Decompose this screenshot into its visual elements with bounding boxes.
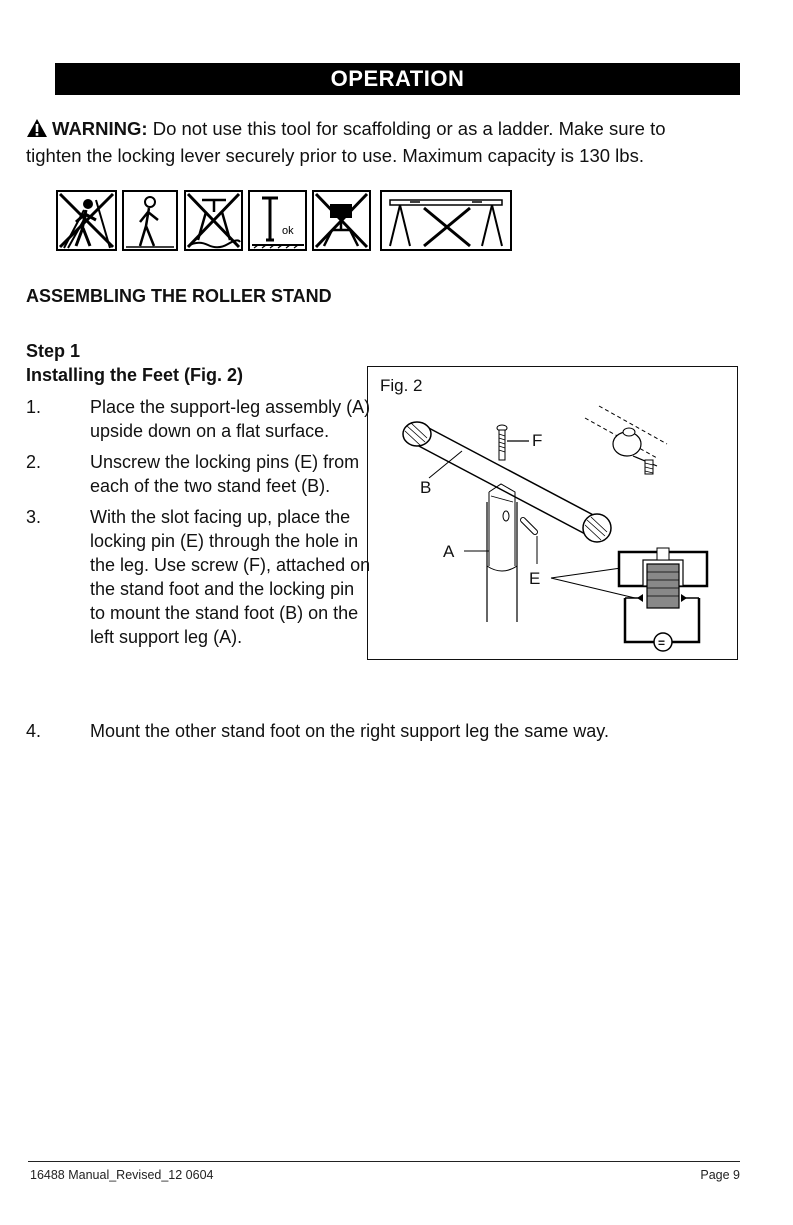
no-overload-icon <box>313 191 370 250</box>
locking-pin-icon <box>523 520 537 564</box>
warning-label: WARNING: <box>52 118 148 139</box>
no-standing-icon <box>57 191 116 250</box>
step-number: 2. <box>26 452 42 472</box>
warning-text-line2: tighten the locking lever securely prior to use. Maximum capacity is 130 lbs. <box>26 145 644 166</box>
step-text: Unscrew the locking pins (E) from each of the two stand feet (B). <box>90 452 360 496</box>
stand-foot-diagram <box>367 366 738 660</box>
support-leg <box>487 484 517 622</box>
step-subtitle: Installing the Feet (Fig. 2) <box>26 365 244 385</box>
stand-foot-bar <box>403 422 611 542</box>
step-number: 1. <box>26 397 42 417</box>
warning-triangle-icon <box>26 118 48 144</box>
step-title: Step 1 <box>26 341 81 361</box>
step-list <box>26 395 371 656</box>
callout-b: B <box>420 478 432 497</box>
callout-f: F <box>532 431 543 450</box>
step-text: Place the support-leg assembly (A) upside down on a flat surface. <box>90 397 371 441</box>
callout-e: E <box>529 569 541 588</box>
footer-divider <box>28 1161 740 1162</box>
flat-surface-ok-icon <box>249 191 306 250</box>
person-icon <box>123 191 177 250</box>
warning-text-line1: Do not use this tool for scaffolding or as a ladder. Make sure to <box>147 118 666 139</box>
list-item <box>26 450 371 498</box>
step-number: 4. <box>26 721 42 741</box>
screw-icon <box>497 425 529 460</box>
step-number: 3. <box>26 507 42 527</box>
safety-pictograms <box>56 190 516 257</box>
pin-detail <box>585 406 667 474</box>
equals-label: = <box>658 636 666 650</box>
ok-label: ok <box>282 225 294 237</box>
callout-a: A <box>443 542 455 561</box>
footer-page-number: Page 9 <box>700 1168 740 1182</box>
footer-document-id: 16488 Manual_Revised_12 0604 <box>30 1168 214 1182</box>
step-text: Mount the other stand foot on the right support leg the same way. <box>90 721 609 741</box>
assembling-heading: ASSEMBLING THE ROLLER STAND <box>26 286 332 306</box>
section-banner: OPERATION <box>55 63 740 95</box>
step-heading <box>26 339 243 387</box>
figure-label: Fig. 2 <box>380 376 423 395</box>
list-item <box>26 719 609 743</box>
cross-section-detail <box>619 548 707 651</box>
list-item <box>26 395 371 443</box>
warning-block <box>26 117 746 168</box>
step-text: With the slot facing up, place the locking pin (E) through the hole in the leg. Use screw (F), attached on the stand foot and the locking pin to mount the stand foot (B) on the left support leg (A). <box>90 507 371 647</box>
no-uneven-surface-icon <box>185 191 242 250</box>
no-span-support-icon <box>381 191 511 250</box>
list-item <box>26 505 371 649</box>
